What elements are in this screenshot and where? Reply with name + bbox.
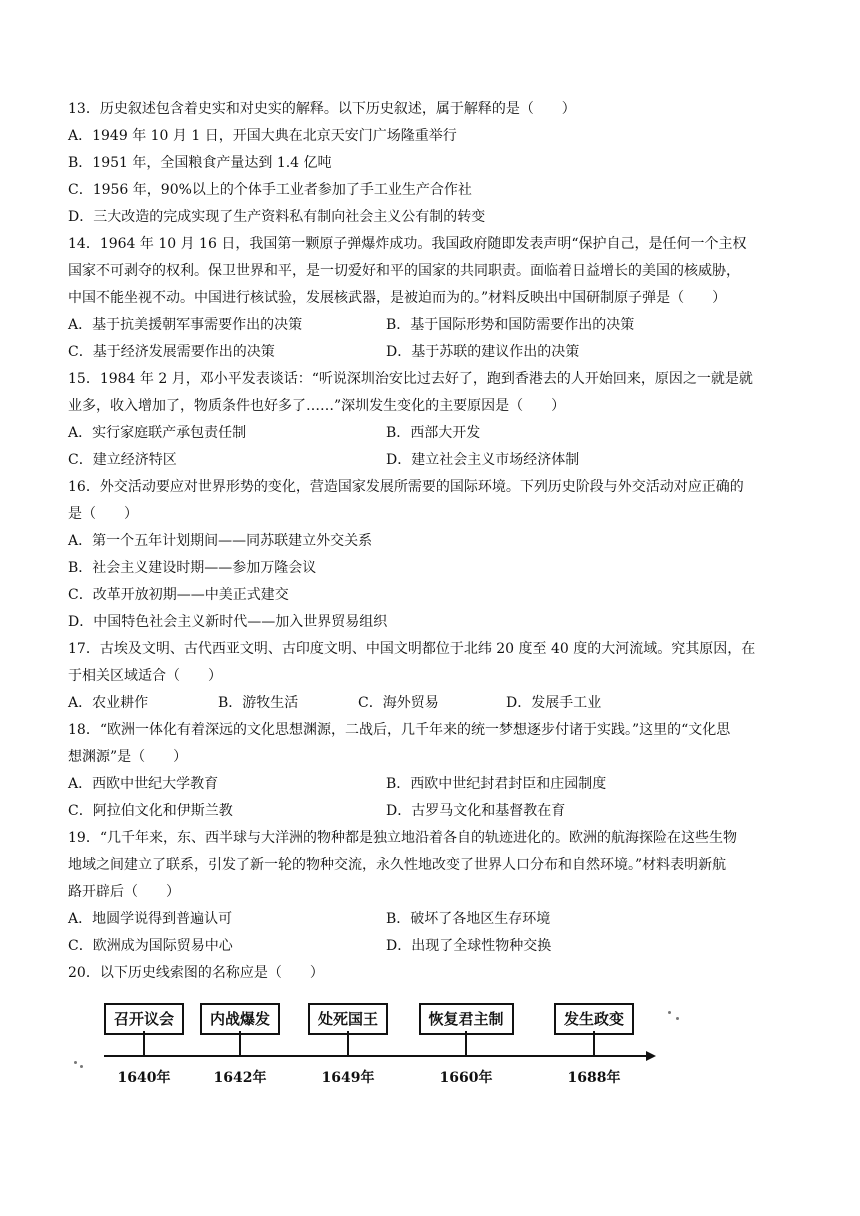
question-stem-line: 国家不可剥夺的权利。保卫世界和平，是一切爱好和平的国家的共同职责。面临着日益增长的美国的核威胁， bbox=[68, 263, 740, 279]
answer-option: B．破坏了各地区生存环境 bbox=[386, 911, 551, 927]
history-timeline-figure bbox=[68, 991, 794, 1111]
question-block bbox=[68, 231, 794, 366]
answer-option: A．地圆学说得到普遍认可 bbox=[68, 911, 233, 927]
timeline-event-box: 处死国王 bbox=[308, 1003, 388, 1035]
option-row bbox=[68, 582, 794, 609]
option-row bbox=[68, 420, 794, 447]
question-list bbox=[68, 96, 794, 987]
question-stem-line: 是（ ） bbox=[68, 506, 138, 522]
question-stem-line: 19．“几千年来，东、西半球与大洋洲的物种都是独立地沿着各自的轨迹进化的。欧洲的航海探险在这些生物 bbox=[68, 830, 737, 846]
timeline-year-label: 1642年 bbox=[213, 1070, 267, 1086]
answer-option: D．发展手工业 bbox=[506, 695, 602, 711]
question-stem-line: 中国不能坐视不动。中国进行核试验，发展核武器，是被迫而为的。”材料反映出中国研制原子弹是（ ） bbox=[68, 290, 727, 306]
answer-option: B．基于国际形势和国防需要作出的决策 bbox=[386, 317, 635, 333]
timeline-event-box: 恢复君主制 bbox=[419, 1003, 514, 1035]
option-row bbox=[68, 447, 794, 474]
question-block bbox=[68, 717, 794, 825]
option-row bbox=[68, 690, 794, 717]
option-row bbox=[68, 150, 794, 177]
answer-option: B．西部大开发 bbox=[386, 425, 481, 441]
option-row bbox=[68, 933, 794, 960]
timeline-year-label: 1640年 bbox=[117, 1070, 171, 1086]
scan-speck bbox=[74, 1061, 77, 1064]
answer-option: A．西欧中世纪大学教育 bbox=[68, 776, 219, 792]
option-row bbox=[68, 339, 794, 366]
answer-option: C．欧洲成为国际贸易中心 bbox=[68, 938, 233, 954]
answer-option: B．1951 年，全国粮食产量达到 1.4 亿吨 bbox=[68, 155, 332, 171]
question-stem-line: 15．1984 年 2 月，邓小平发表谈话：“听说深圳治安比过去好了，跑到香港去的人开始回来，原因之一就是就 bbox=[68, 371, 753, 387]
answer-option: A．1949 年 10 月 1 日，开国大典在北京天安门广场隆重举行 bbox=[68, 128, 457, 144]
question-block bbox=[68, 96, 794, 231]
answer-option: D．出现了全球性物种交换 bbox=[386, 938, 552, 954]
scan-speck bbox=[80, 1065, 83, 1068]
timeline-tick bbox=[465, 1031, 467, 1057]
question-block bbox=[68, 366, 794, 474]
question-block bbox=[68, 825, 794, 960]
scan-speck bbox=[668, 1011, 671, 1014]
question-block bbox=[68, 636, 794, 717]
scan-speck bbox=[676, 1017, 679, 1020]
answer-option: A．实行家庭联产承包责任制 bbox=[68, 425, 247, 441]
option-row bbox=[68, 555, 794, 582]
question-stem-line: 13．历史叙述包含着史实和对史实的解释。以下历史叙述，属于解释的是（ ） bbox=[68, 101, 576, 117]
question-stem-line: 想渊源”是（ ） bbox=[68, 749, 188, 765]
answer-option: D．中国特色社会主义新时代——加入世界贸易组织 bbox=[68, 614, 388, 630]
timeline-year-label: 1688年 bbox=[567, 1070, 621, 1086]
answer-option: D．三大改造的完成实现了生产资料私有制向社会主义公有制的转变 bbox=[68, 209, 486, 225]
option-row bbox=[68, 204, 794, 231]
option-row bbox=[68, 312, 794, 339]
option-row bbox=[68, 609, 794, 636]
answer-option: A．农业耕作 bbox=[68, 695, 149, 711]
timeline-event-box: 召开议会 bbox=[104, 1003, 184, 1035]
timeline-tick bbox=[347, 1031, 349, 1057]
answer-option: A．基于抗美援朝军事需要作出的决策 bbox=[68, 317, 303, 333]
timeline-year-label: 1660年 bbox=[439, 1070, 493, 1086]
answer-option: C．海外贸易 bbox=[358, 695, 439, 711]
question-stem-line: 于相关区域适合（ ） bbox=[68, 668, 222, 684]
answer-option: C．改革开放初期——中美正式建交 bbox=[68, 587, 289, 603]
question-stem-line: 业多，收入增加了，物质条件也好多了……”深圳发生变化的主要原因是（ ） bbox=[68, 398, 566, 414]
option-row bbox=[68, 771, 794, 798]
question-stem-line: 17．古埃及文明、古代西亚文明、古印度文明、中国文明都位于北纬 20 度至 40 度的大河流域。究其原因，在 bbox=[68, 641, 756, 657]
option-row bbox=[68, 123, 794, 150]
answer-option: C．阿拉伯文化和伊斯兰教 bbox=[68, 803, 233, 819]
timeline-event-box: 内战爆发 bbox=[200, 1003, 280, 1035]
question-stem-line: 18．“欧洲一体化有着深远的文化思想渊源，二战后，几千年来的统一梦想逐步付诸于实践。”这里的“文化思 bbox=[68, 722, 731, 738]
question-stem-line: 16．外交活动要应对世界形势的变化，营造国家发展所需要的国际环境。下列历史阶段与外交活动对应正确的 bbox=[68, 479, 744, 495]
timeline-event-box: 发生政变 bbox=[554, 1003, 634, 1035]
timeline-tick bbox=[239, 1031, 241, 1057]
answer-option: A．第一个五年计划期间——同苏联建立外交关系 bbox=[68, 533, 373, 549]
question-block bbox=[68, 960, 794, 987]
timeline-arrow-head bbox=[646, 1051, 656, 1061]
answer-option: B．游牧生活 bbox=[218, 695, 299, 711]
answer-option: C．1956 年，90%以上的个体手工业者参加了手工业生产合作社 bbox=[68, 182, 472, 198]
question-block bbox=[68, 474, 794, 636]
option-row bbox=[68, 177, 794, 204]
timeline-tick bbox=[593, 1031, 595, 1057]
answer-option: D．建立社会主义市场经济体制 bbox=[386, 452, 580, 468]
question-stem-line: 地域之间建立了联系，引发了新一轮的物种交流，永久性地改变了世界人口分布和自然环境。”材料表明新航 bbox=[68, 857, 727, 873]
option-row bbox=[68, 906, 794, 933]
answer-option: C．建立经济特区 bbox=[68, 452, 177, 468]
answer-option: C．基于经济发展需要作出的决策 bbox=[68, 344, 275, 360]
answer-option: D．基于苏联的建议作出的决策 bbox=[386, 344, 580, 360]
question-stem-line: 路开辟后（ ） bbox=[68, 884, 180, 900]
timeline-year-label: 1649年 bbox=[321, 1070, 375, 1086]
question-stem-line: 14．1964 年 10 月 16 日，我国第一颗原子弹爆炸成功。我国政府随即发表声明“保护自己，是任何一个主权 bbox=[68, 236, 747, 252]
option-row bbox=[68, 528, 794, 555]
answer-option: D．古罗马文化和基督教在育 bbox=[386, 803, 566, 819]
exam-page bbox=[68, 96, 794, 1111]
question-stem-line: 20．以下历史线索图的名称应是（ ） bbox=[68, 965, 324, 981]
timeline-axis bbox=[104, 1055, 648, 1057]
timeline-tick bbox=[143, 1031, 145, 1057]
answer-option: B．西欧中世纪封君封臣和庄园制度 bbox=[386, 776, 607, 792]
answer-option: B．社会主义建设时期——参加万隆会议 bbox=[68, 560, 317, 576]
option-row bbox=[68, 798, 794, 825]
